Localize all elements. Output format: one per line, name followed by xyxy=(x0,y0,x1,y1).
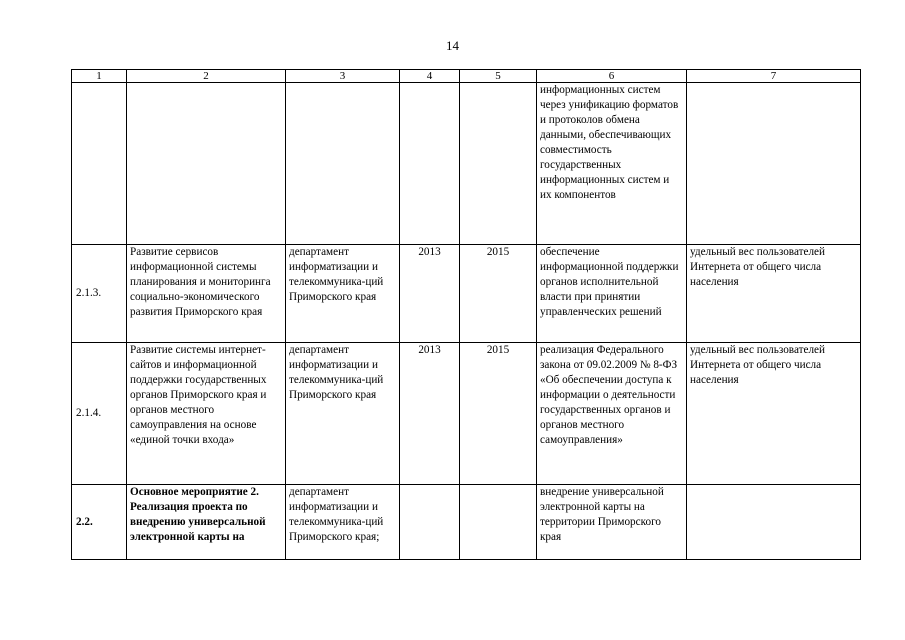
measure-cell: Развитие сервисов информационной системы планирования и мониторинга социально-экономического развития Приморского края xyxy=(127,245,286,343)
header-cell: 3 xyxy=(286,70,400,83)
start-year-cell xyxy=(400,485,460,560)
table-row xyxy=(72,485,861,560)
header-cell: 5 xyxy=(460,70,537,83)
row-number-cell: 2.2. xyxy=(72,485,127,560)
end-year-cell: 2015 xyxy=(460,245,537,343)
measure-cell: Развитие системы интернет-сайтов и информационной поддержки государственных органов Приморского края и органов местного самоуправления на основе «единой точки входа» xyxy=(127,343,286,485)
indicator-cell: удельный вес пользователей Интернета от общего числа населения xyxy=(687,245,861,343)
start-year-cell xyxy=(400,83,460,245)
table-row xyxy=(72,343,861,485)
header-cell: 2 xyxy=(127,70,286,83)
result-cell: информационных систем через унификацию форматов и протоколов обмена данными, обеспечивающих совместимость государственных информационных систем и их компонентов xyxy=(537,83,687,245)
header-cell: 1 xyxy=(72,70,127,83)
page-number: 14 xyxy=(446,38,459,53)
start-year-cell: 2013 xyxy=(400,245,460,343)
row-number-cell xyxy=(72,83,127,245)
end-year-cell xyxy=(460,485,537,560)
end-year-cell: 2015 xyxy=(460,343,537,485)
row-number-cell: 2.1.4. xyxy=(72,343,127,485)
indicator-cell xyxy=(687,485,861,560)
result-cell: внедрение универсальной электронной карты на территории Приморского края xyxy=(537,485,687,560)
indicator-cell xyxy=(687,83,861,245)
table-header-row xyxy=(72,70,861,83)
table-row xyxy=(72,245,861,343)
executor-cell: департамент информатизации и телекоммуника-ций Приморского края xyxy=(286,245,400,343)
executor-cell: департамент информатизации и телекоммуника-ций Приморского края; xyxy=(286,485,400,560)
header-cell: 4 xyxy=(400,70,460,83)
row-number-cell: 2.1.3. xyxy=(72,245,127,343)
program-table xyxy=(71,69,861,560)
result-cell: обеспечение информационной поддержки органов исполнительной власти при принятии управленческих решений xyxy=(537,245,687,343)
end-year-cell xyxy=(460,83,537,245)
executor-cell: департамент информатизации и телекоммуника-ций Приморского края xyxy=(286,343,400,485)
header-cell: 7 xyxy=(687,70,861,83)
measure-cell xyxy=(127,83,286,245)
start-year-cell: 2013 xyxy=(400,343,460,485)
header-cell: 6 xyxy=(537,70,687,83)
result-cell: реализация Федерального закона от 09.02.2009 № 8-ФЗ «Об обеспечении доступа к информации о деятельности государственных органов и органов местного самоуправления» xyxy=(537,343,687,485)
measure-cell: Основное мероприятие 2. Реализация проекта по внедрению универсальной электронной карты на xyxy=(127,485,286,560)
executor-cell xyxy=(286,83,400,245)
table-row xyxy=(72,83,861,245)
indicator-cell: удельный вес пользователей Интернета от общего числа населения xyxy=(687,343,861,485)
